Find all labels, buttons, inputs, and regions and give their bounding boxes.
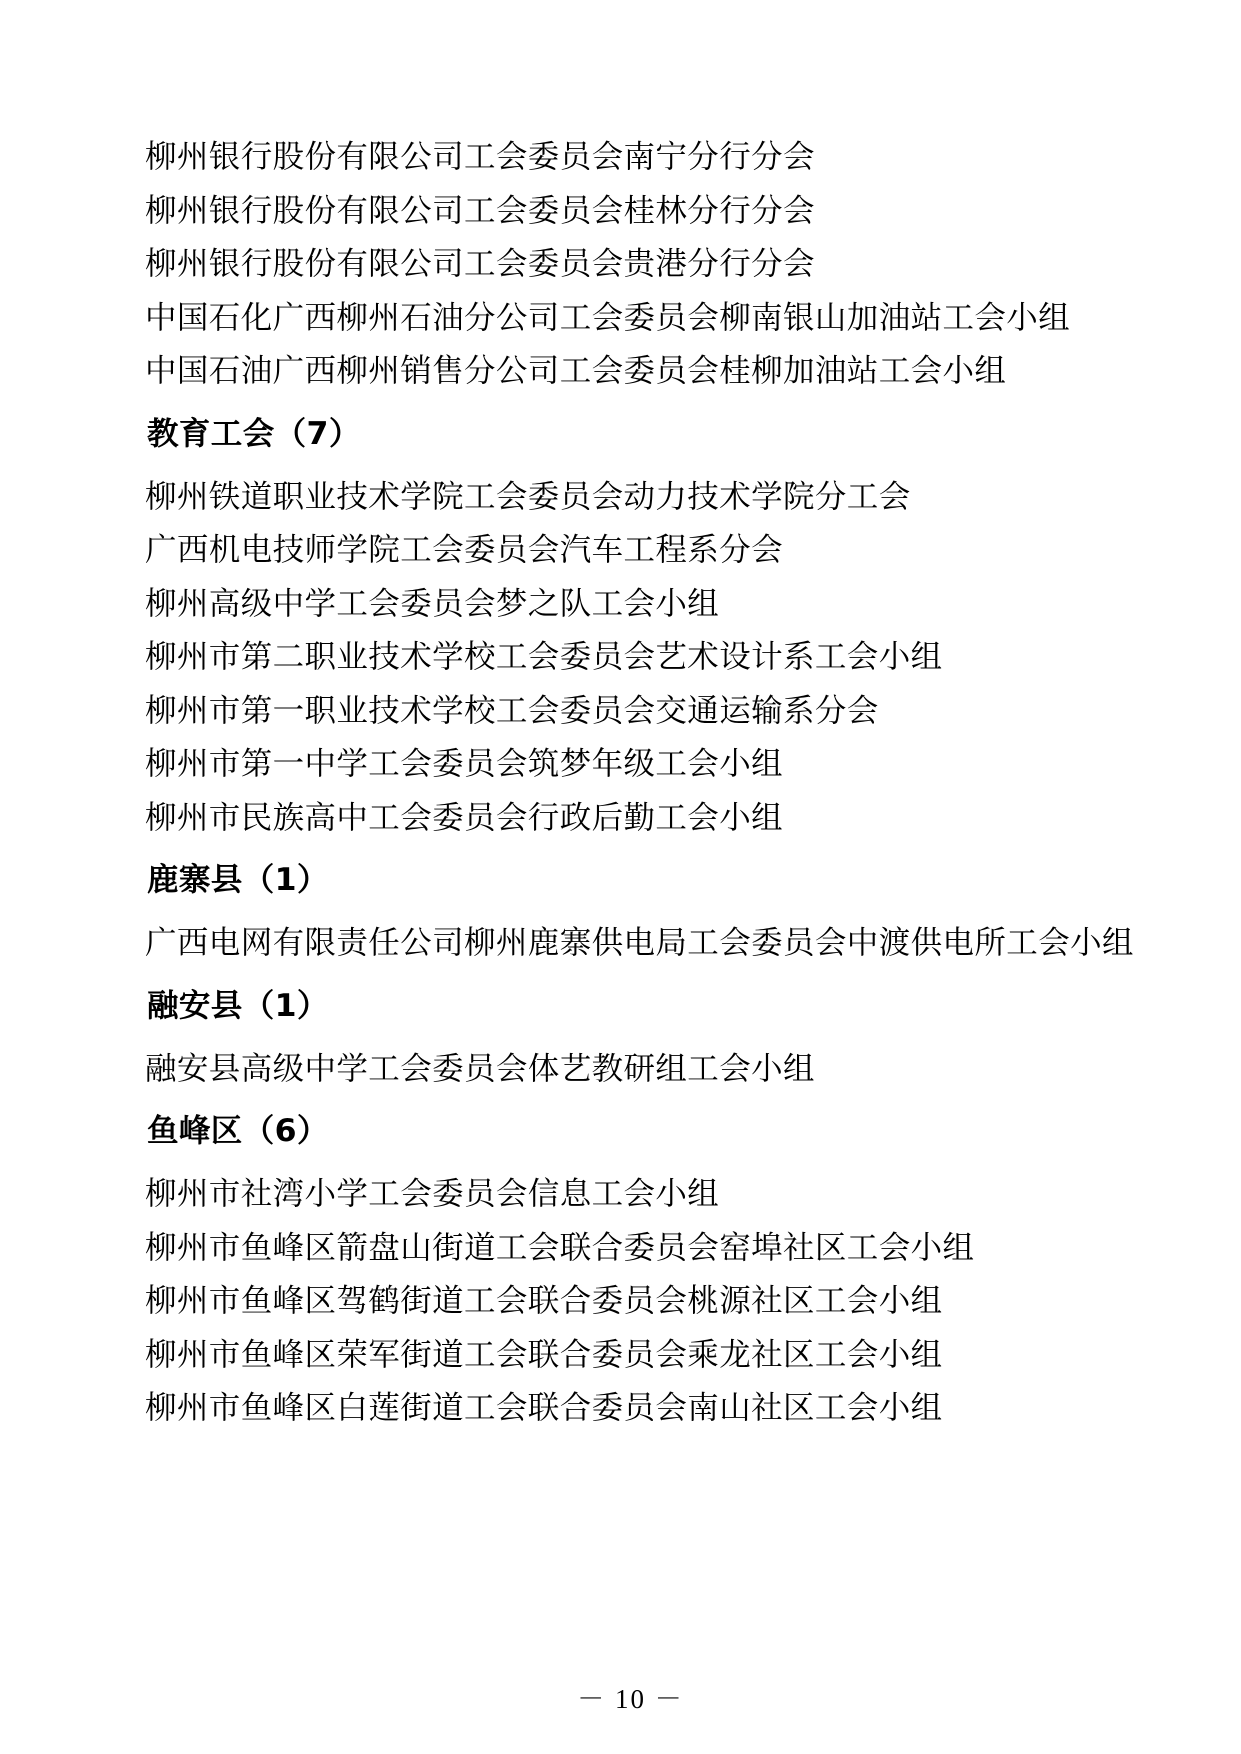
document-line: 柳州市鱼峰区驾鹤街道工会联合委员会桃源社区工会小组 bbox=[145, 1283, 943, 1318]
document-line: 广西机电技师学院工会委员会汽车工程系分会 bbox=[145, 532, 784, 567]
document-line: 融安县高级中学工会委员会体艺教研组工会小组 bbox=[145, 1050, 815, 1086]
document-line: 柳州市社湾小学工会委员会信息工会小组 bbox=[145, 1176, 720, 1211]
document-line: 柳州市第一职业技术学校工会委员会交通运输系分会 bbox=[145, 692, 879, 728]
document-line: 柳州铁道职业技术学院工会委员会动力技术学院分工会 bbox=[145, 478, 911, 514]
section-heading: 鱼峰区（6） bbox=[147, 1113, 329, 1149]
document-line: 柳州银行股份有限公司工会委员会贵港分行分会 bbox=[145, 246, 815, 281]
document-line: 柳州市鱼峰区白莲街道工会联合委员会南山社区工会小组 bbox=[145, 1390, 943, 1425]
document-line: 柳州市鱼峰区荣军街道工会联合委员会乘龙社区工会小组 bbox=[145, 1336, 943, 1372]
document-line: 柳州银行股份有限公司工会委员会桂林分行分会 bbox=[145, 192, 815, 228]
section-heading: 鹿寨县（1） bbox=[147, 862, 329, 898]
document-line: 柳州市第一中学工会委员会筑梦年级工会小组 bbox=[145, 746, 784, 781]
page-number: － 10 － bbox=[577, 1684, 684, 1714]
document-line: 中国石化广西柳州石油分公司工会委员会柳南银山加油站工会小组 bbox=[145, 299, 1071, 335]
document-line: 柳州市鱼峰区箭盘山街道工会联合委员会窑埠社区工会小组 bbox=[145, 1229, 975, 1265]
document-line: 中国石油广西柳州销售分公司工会委员会桂柳加油站工会小组 bbox=[145, 353, 1007, 388]
document-line: 柳州市第二职业技术学校工会委员会艺术设计系工会小组 bbox=[145, 639, 943, 674]
section-heading: 教育工会（7） bbox=[147, 415, 361, 452]
document-body bbox=[145, 130, 1134, 1435]
document-line: 柳州银行股份有限公司工会委员会南宁分行分会 bbox=[145, 139, 815, 174]
section-heading: 融安县（1） bbox=[147, 987, 329, 1024]
document-line: 柳州高级中学工会委员会梦之队工会小组 bbox=[145, 585, 720, 621]
document-line: 柳州市民族高中工会委员会行政后勤工会小组 bbox=[145, 799, 784, 835]
document-line: 广西电网有限责任公司柳州鹿寨供电局工会委员会中渡供电所工会小组 bbox=[145, 925, 1134, 960]
